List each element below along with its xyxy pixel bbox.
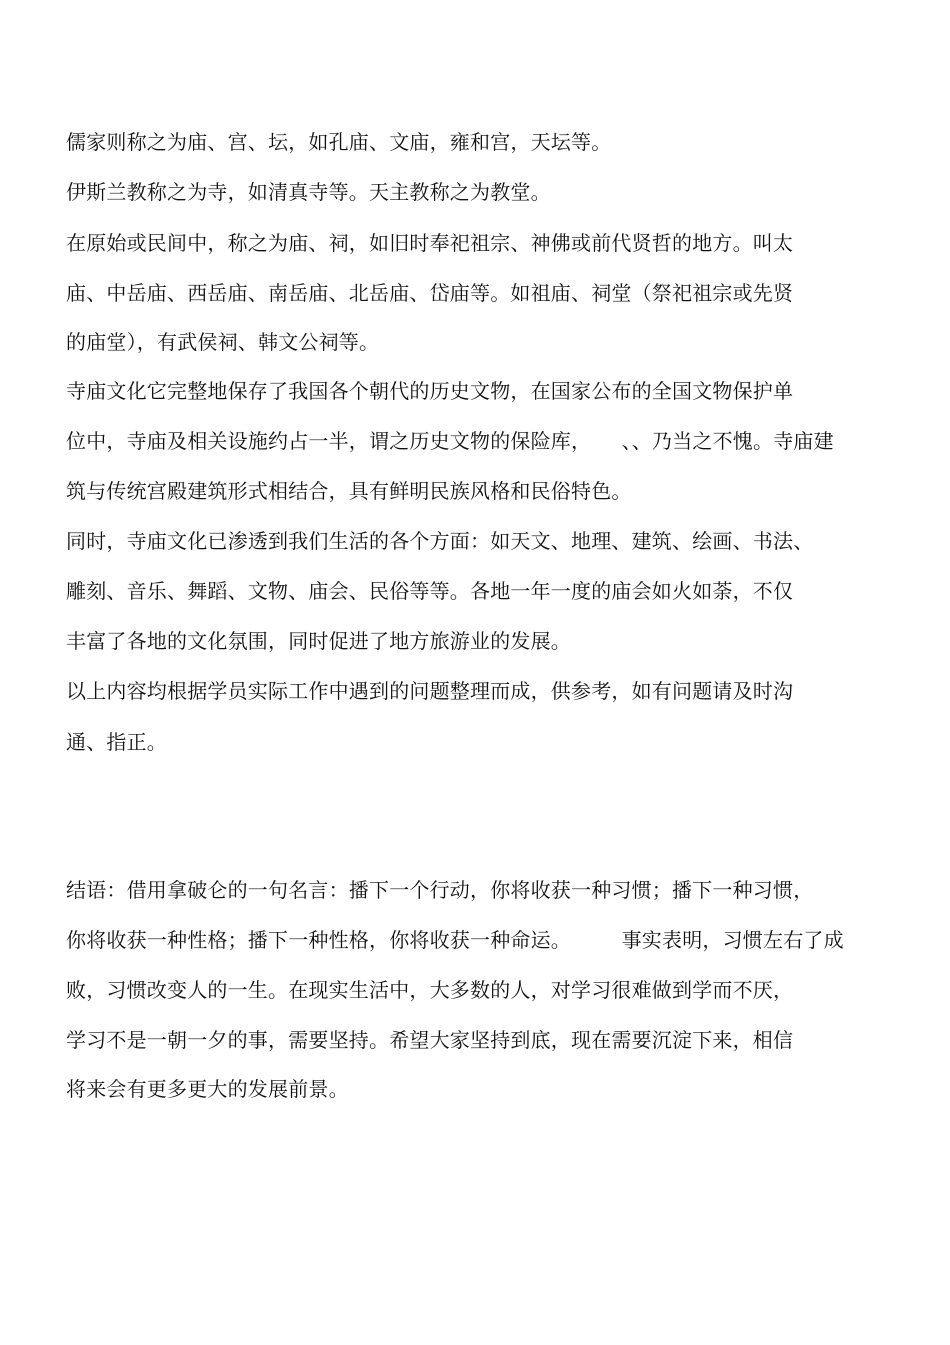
conclusion-line: 将来会有更多更大的发展前景。 (66, 1077, 349, 1101)
text-line: 雕刻、音乐、舞蹈、文物、庙会、民俗等等。各地一年一度的庙会如火如荼，不仅 (66, 579, 794, 603)
text-line: 的庙堂），有武侯祠、韩文公祠等。 (66, 330, 380, 354)
text-line: 庙、中岳庙、西岳庙、南岳庙、北岳庙、岱庙等。如祖庙、祠堂（祭祀祖宗或先贤 (66, 281, 794, 305)
conclusion-line: 结语：借用拿破仑的一句名言：播下一个行动，你将收获一种习惯；播下一种习惯， (66, 878, 814, 902)
text-line: 位中，寺庙及相关设施约占一半，谓之历史文物的保险库， 、、乃当之不愧。寺庙建 (66, 429, 834, 453)
text-line: 伊斯兰教称之为寺，如清真寺等。天主教称之为教堂。 (66, 180, 551, 204)
conclusion-line: 败，习惯改变人的一生。在现实生活中，大多数的人，对学习很难做到学而不厌， (66, 978, 794, 1002)
conclusion-line: 学习不是一朝一夕的事，需要坚持。希望大家坚持到底，现在需要沉淀下来，相信 (66, 1028, 794, 1052)
text-line: 在原始或民间中，称之为庙、祠，如旧时奉祀祖宗、神佛或前代贤哲的地方。叫太 (66, 231, 794, 255)
text-line: 同时，寺庙文化已渗透到我们生活的各个方面：如天文、地理、建筑、绘画、书法、 (66, 529, 814, 553)
text-line: 以上内容均根据学员实际工作中遇到的问题整理而成，供参考，如有问题请及时沟 (66, 679, 794, 703)
text-line: 筑与传统宫殿建筑形式相结合，具有鲜明民族风格和民俗特色。 (66, 479, 632, 503)
text-line: 丰富了各地的文化氛围，同时促进了地方旅游业的发展。 (66, 629, 571, 653)
text-line: 寺庙文化它完整地保存了我国各个朝代的历史文物，在国家公布的全国文物保护单 (66, 379, 794, 403)
text-line: 通、指正。 (66, 730, 167, 754)
text-line: 儒家则称之为庙、宫、坛，如孔庙、文庙，雍和宫，天坛等。 (66, 130, 612, 154)
conclusion-line: 你将收获一种性格；播下一种性格，你将收获一种命运。 事实表明，习惯左右了成 (66, 928, 844, 952)
